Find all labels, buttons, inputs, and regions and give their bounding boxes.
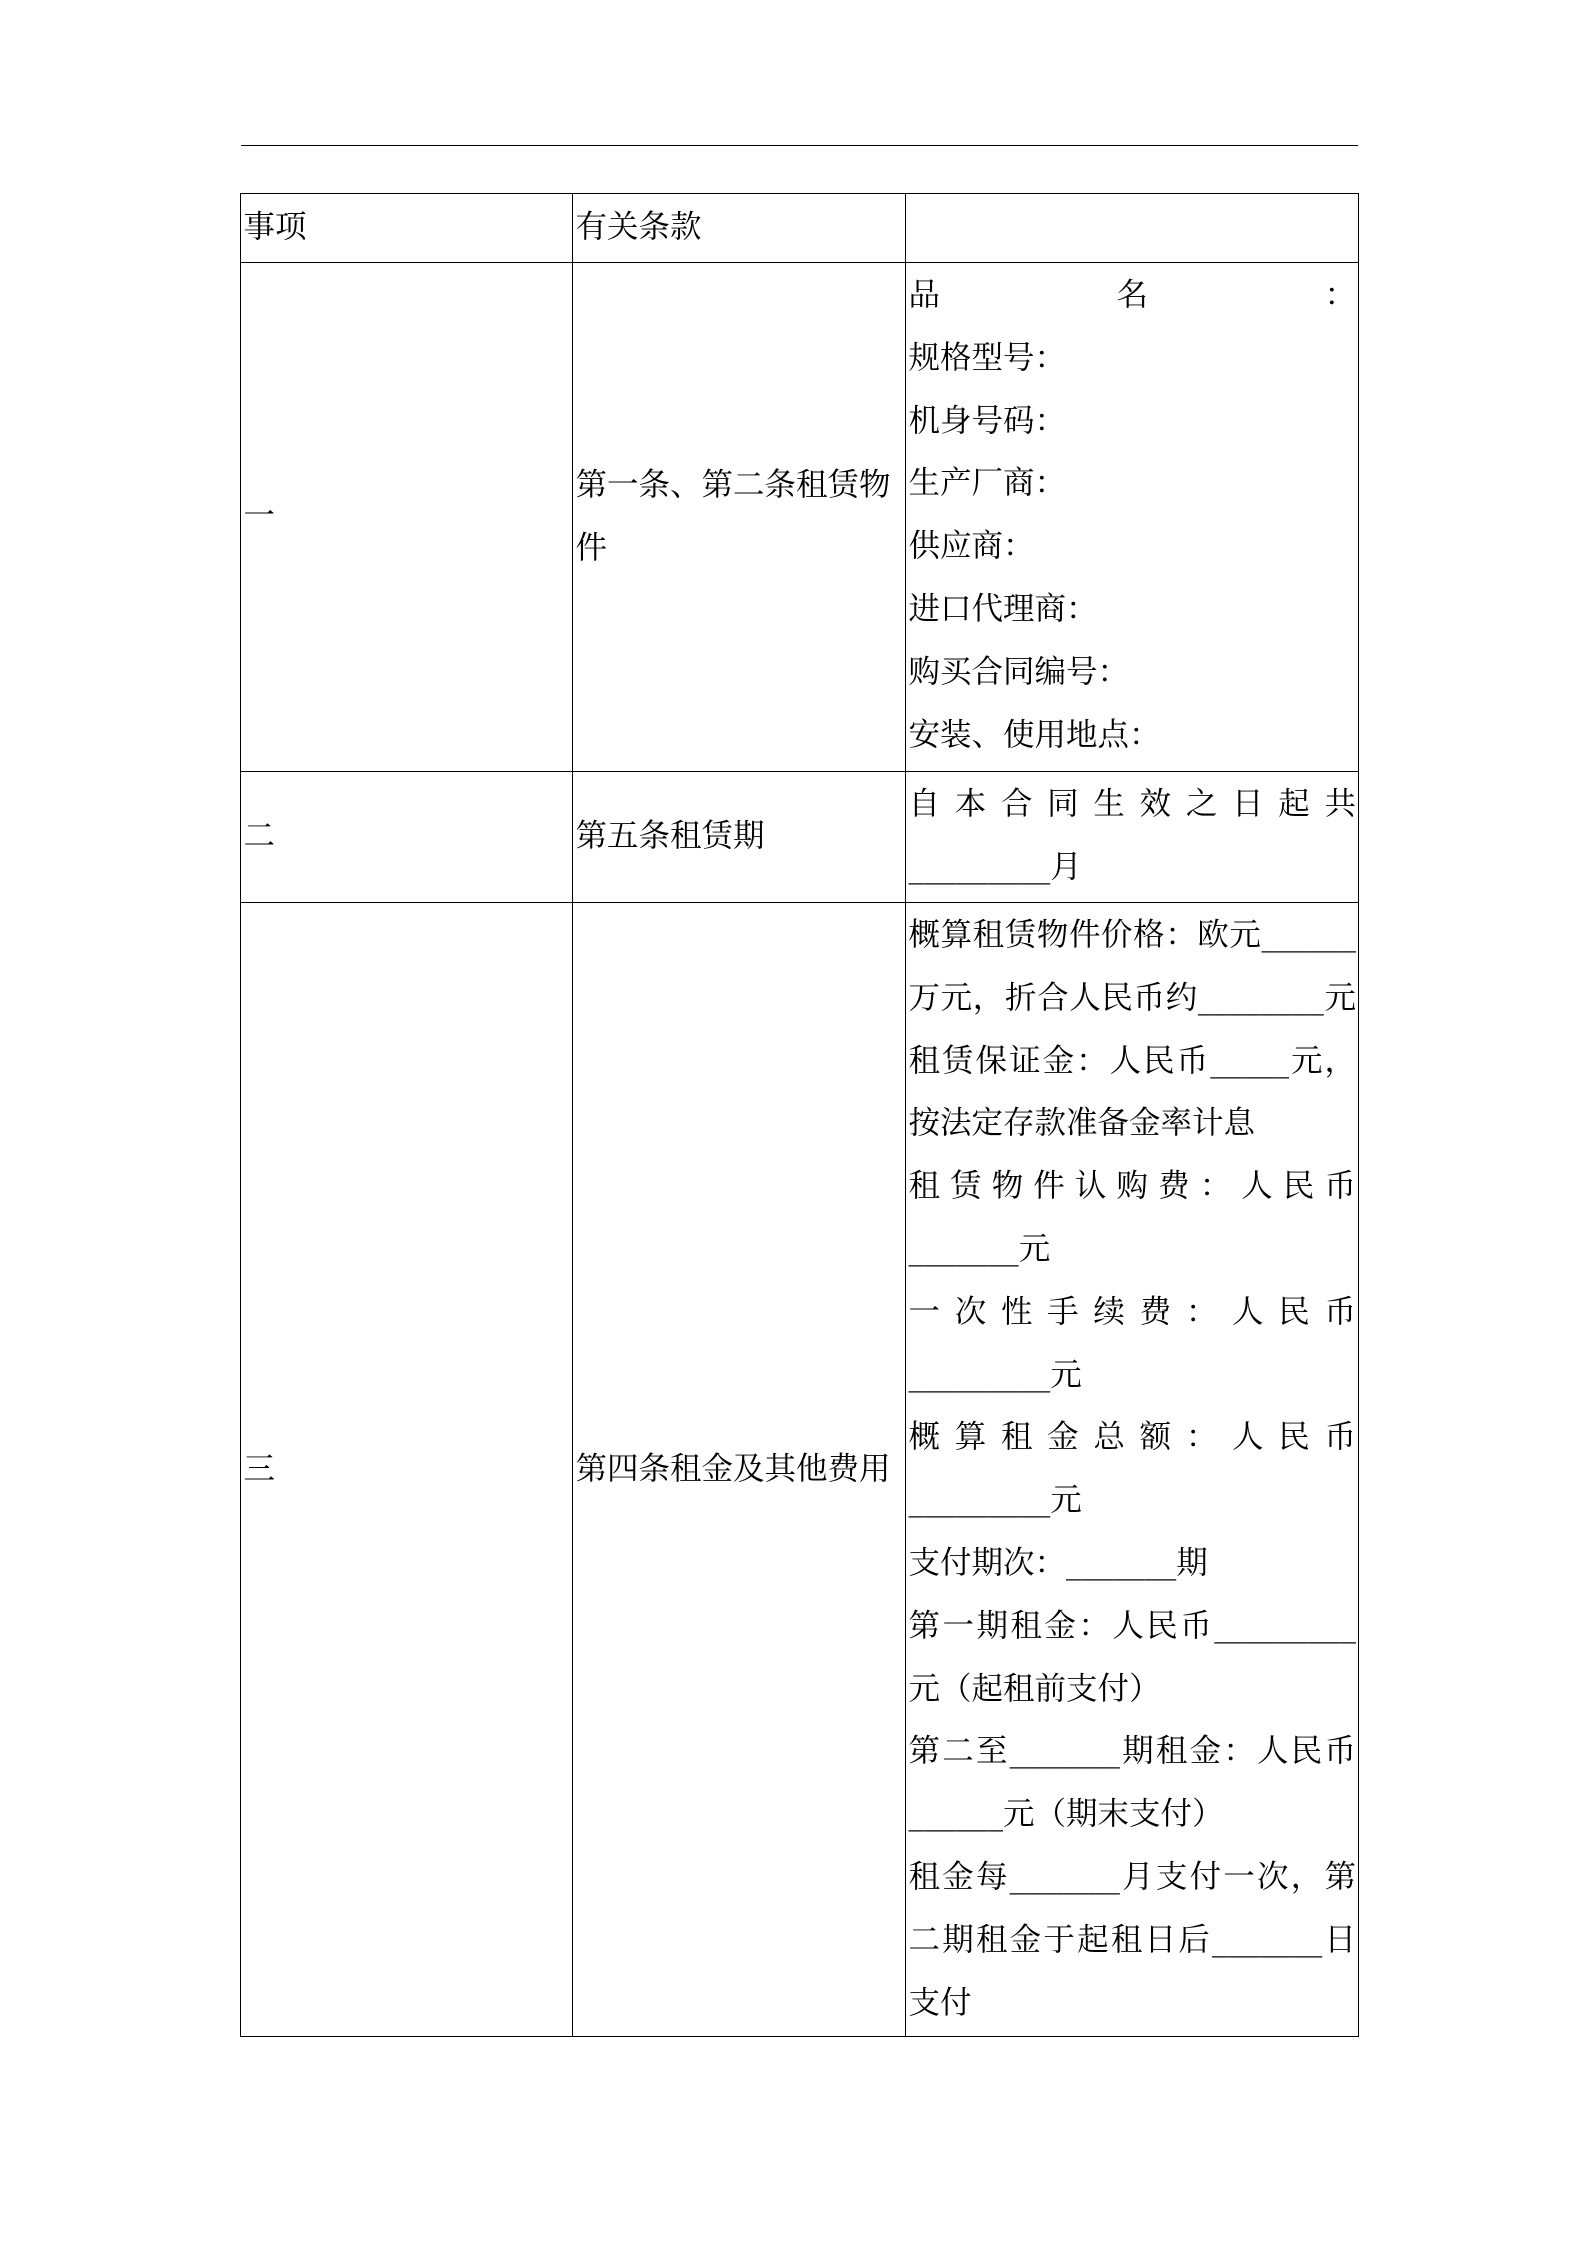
row-3-item: 三 (243, 1450, 276, 1487)
header-clause-cell (573, 194, 906, 263)
header-item-label: 事项 (243, 209, 307, 246)
row-1-details-cell (906, 263, 1359, 772)
header-item-cell (241, 194, 573, 263)
detail-line: _________元 (908, 1482, 1082, 1519)
header-rule (241, 145, 1358, 146)
detail-line: 租赁物件认购费：人民币 (908, 1168, 1356, 1205)
row-3-clause: 第四条租金及其他费用 (575, 1450, 891, 1487)
row-1-clause-cell (573, 263, 906, 772)
detail-line: 第二至_______期租金：人民币 (908, 1733, 1356, 1770)
detail-line: 供应商： (908, 528, 1035, 565)
detail-line: 二期租金于起租日后_______日 (908, 1921, 1356, 1958)
detail-line: 支付期次：_______期 (908, 1544, 1208, 1581)
detail-line: 租赁保证金：人民币_____元， (908, 1042, 1356, 1079)
row-1-item: 一 (243, 498, 276, 535)
detail-line: 按法定存款准备金率计息 (908, 1105, 1256, 1142)
row-3-clause-cell (573, 903, 906, 2037)
row-1-item-cell (241, 263, 573, 772)
detail-line: 生产厂商： (908, 465, 1067, 502)
header-blank-cell (906, 194, 1359, 263)
row-2-clause: 第五条租赁期 (575, 818, 765, 855)
detail-line: ______元（期末支付） (908, 1796, 1224, 1833)
row-1-clause: 第一条、第二条租赁物件 (575, 466, 891, 566)
detail-line: 进口代理商： (908, 590, 1098, 627)
row-2-item: 二 (243, 818, 276, 855)
detail-line: 租金每_______月支付一次，第 (908, 1858, 1356, 1895)
detail-line: 机身号码： (908, 402, 1067, 439)
row-2-clause-cell (573, 772, 906, 903)
header-clause-label: 有关条款 (575, 209, 702, 246)
row-3-item-cell (241, 903, 573, 2037)
detail-line: 万元，折合人民币约________元 (908, 979, 1356, 1016)
lease-terms-table (240, 193, 1359, 2037)
detail-line: _________元 (908, 1356, 1082, 1393)
detail-line: 支付 (908, 1984, 972, 2021)
detail-line: _______元 (908, 1230, 1051, 1267)
detail-line: 自本合同生效之日起共 (908, 786, 1356, 822)
detail-line: 规格型号： (908, 339, 1067, 376)
row-2-details-cell (906, 772, 1359, 903)
row-2-item-cell (241, 772, 573, 903)
detail-line: 概算租赁物件价格：欧元______ (908, 917, 1356, 953)
detail-line: 品名： (908, 277, 1356, 313)
detail-line: 购买合同编号： (908, 653, 1130, 690)
row-3-details-cell (906, 903, 1359, 2037)
detail-line: 第一期租金：人民币_________ (908, 1607, 1356, 1644)
detail-line: 概算租金总额：人民币 (908, 1419, 1356, 1456)
detail-line: 安装、使用地点： (908, 716, 1161, 753)
detail-line: 元（起租前支付） (908, 1670, 1161, 1707)
detail-line: 一次性手续费：人民币 (908, 1293, 1356, 1330)
detail-line: _________月 (908, 848, 1082, 885)
